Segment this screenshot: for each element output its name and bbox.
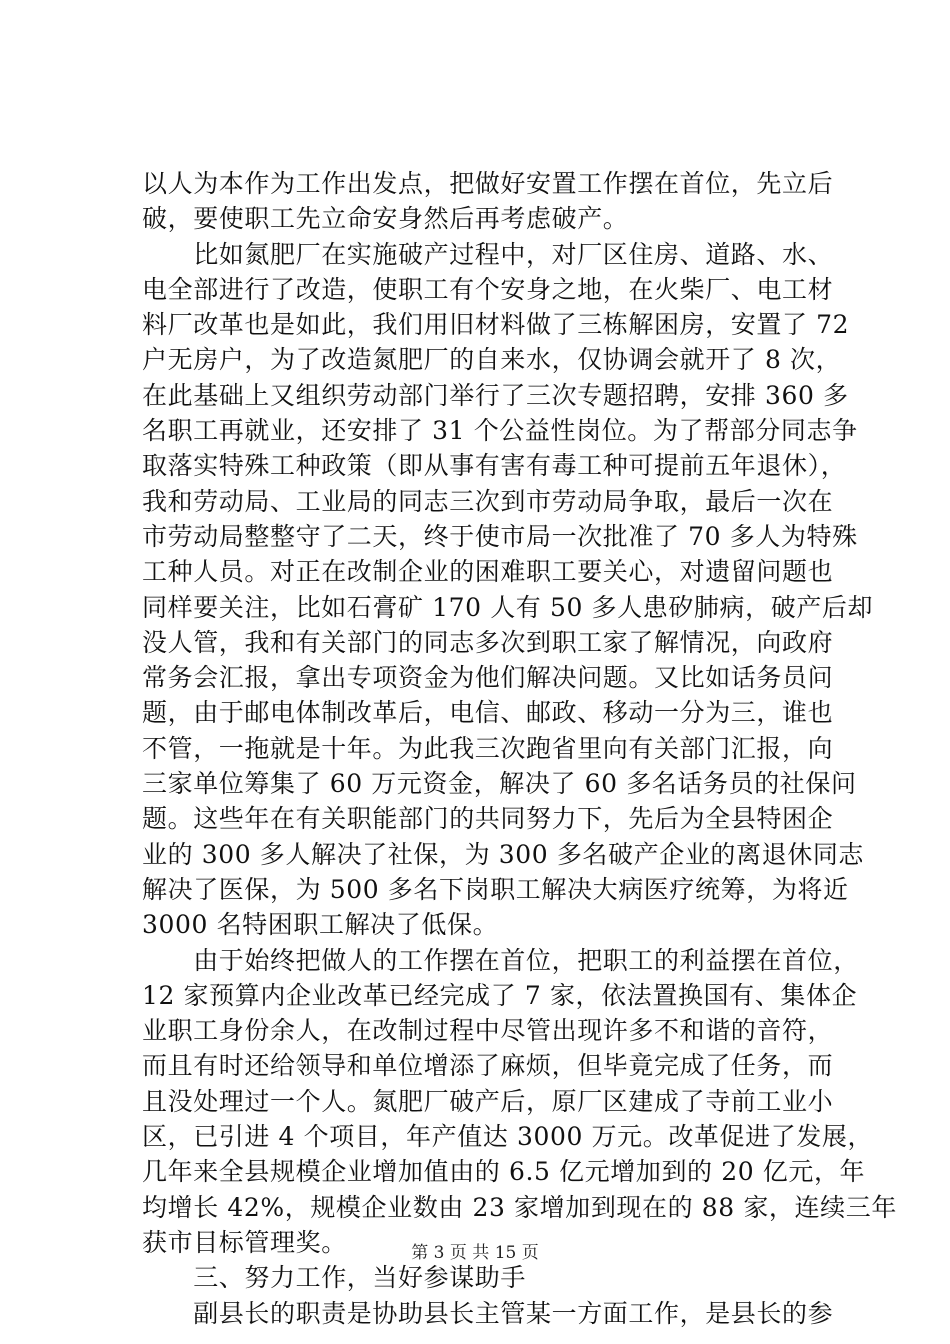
section-heading: 三、努力工作，当好参谋助手 (142, 1263, 527, 1293)
text-line: 户无房户，为了改造氮肥厂的自来水，仅协调会就开了 8 次， (142, 345, 842, 375)
text-line: 题，由于邮电体制改革后，电信、邮政、移动一分为三，谁也 (142, 698, 834, 728)
text-line: 几年来全县规模企业增加值由的 6.5 亿元增加到的 20 亿元，年 (142, 1157, 866, 1187)
text-line: 市劳动局整整守了二天，终于使市局一次批准了 70 多人为特殊 (142, 521, 858, 551)
text-line: 3000 名特困职工解决了低保。 (142, 910, 499, 940)
text-line: 解决了医保，为 500 多名下岗职工解决大病医疗统筹，为将近 (142, 874, 849, 904)
text-line: 电全部进行了改造，使职工有个安身之地，在火柴厂、电工材 (142, 274, 834, 304)
text-line: 同样要关注，比如石膏矿 170 人有 50 多人患矽肺病，破产后却 (142, 592, 874, 622)
text-line: 以人为本作为工作出发点，把做好安置工作摆在首位，先立后 (142, 169, 834, 198)
text-line: 业的 300 多人解决了社保，为 300 多名破产企业的离退休同志 (142, 839, 865, 869)
text-line: 没人管，我和有关部门的同志多次到职工家了解情况，向政府 (142, 627, 834, 657)
text-line: 比如氮肥厂在实施破产过程中，对厂区住房、道路、水、 (142, 239, 834, 269)
text-line: 而且有时还给领导和单位增添了麻烦，但毕竟完成了任务，而 (142, 1051, 834, 1081)
body-text (142, 166, 897, 1331)
text-line: 不管，一拖就是十年。为此我三次跑省里向有关部门汇报，向 (142, 733, 834, 763)
text-line: 区，已引进 4 个项目，年产值达 3000 万元。改革促进了发展， (142, 1122, 874, 1152)
text-line: 题。这些年在有关职能部门的共同努力下，先后为全县特困企 (142, 804, 834, 834)
text-line: 三家单位筹集了 60 万元资金，解决了 60 多名话务员的社保问 (142, 769, 857, 799)
page-number-footer: 第 3 页 共 15 页 (411, 1243, 539, 1263)
text-line: 名职工再就业，还安排了 31 个公益性岗位。为了帮部分同志争 (142, 416, 858, 446)
text-line: 我和劳动局、工业局的同志三次到市劳动局争取，最后一次在 (142, 486, 834, 516)
text-line: 副县长的职责是协助县长主管某一方面工作，是县长的参 (142, 1298, 834, 1328)
text-line: 且没处理过一个人。氮肥厂破产后，原厂区建成了寺前工业小 (142, 1086, 834, 1116)
text-line: 取落实特殊工种政策（即从事有害有毒工种可提前五年退休）， (142, 451, 847, 481)
text-line: 在此基础上又组织劳动部门举行了三次专题招聘，安排 360 多 (142, 380, 849, 410)
text-line: 获市目标管理奖。 (142, 1227, 347, 1257)
text-line: 料厂改革也是如此，我们用旧材料做了三栋解困房，安置了 72 (142, 310, 850, 340)
text-line: 工种人员。对正在改制企业的困难职工要关心，对遗留问题也 (142, 557, 834, 587)
text-line: 业职工身份余人，在改制过程中尽管出现许多不和谐的音符， (142, 1016, 834, 1046)
text-line: 常务会汇报，拿出专项资金为他们解决问题。又比如话务员问 (142, 663, 834, 693)
text-line: 破，要使职工先立命安身然后再考虑破产。 (142, 204, 629, 234)
text-line: 12 家预算内企业改革已经完成了 7 家，依法置换国有、集体企 (142, 980, 858, 1010)
text-line: 由于始终把做人的工作摆在首位，把职工的利益摆在首位， (142, 945, 859, 975)
text-line: 均增长 42%，规模企业数由 23 家增加到现在的 88 家，连续三年 (142, 1192, 897, 1222)
